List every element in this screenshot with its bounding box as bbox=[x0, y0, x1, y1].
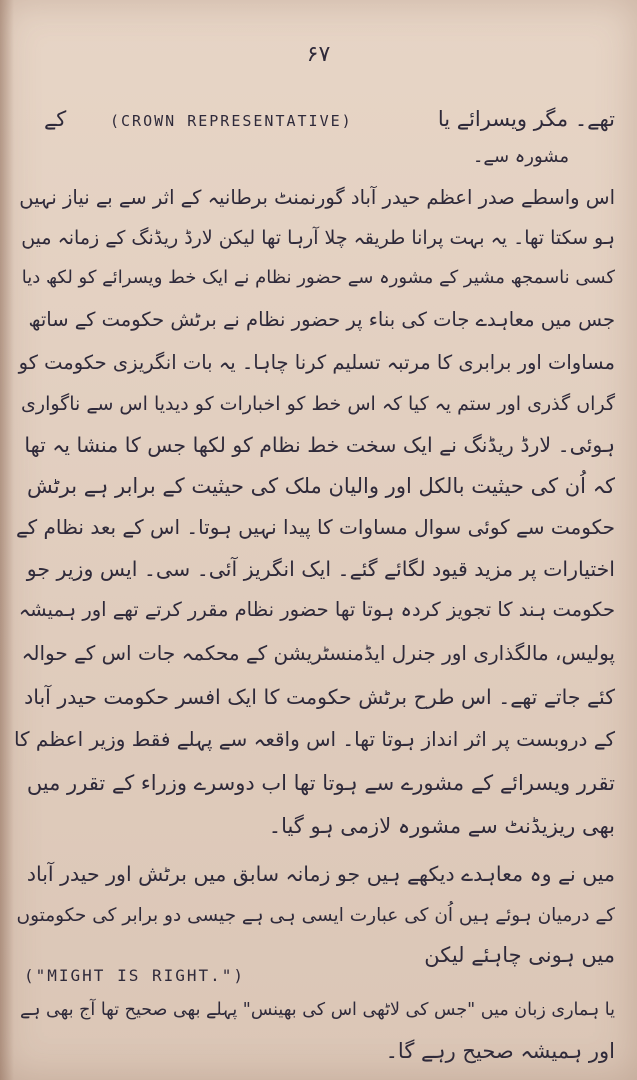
closing-line-1: یا ہماری زبان میں "جس کی لاٹھی اس کی بھینس" پہلے بھی صحیح تھا آج بھی ہے bbox=[19, 1000, 615, 1020]
text-line-20: میں ہونی چاہئے لیکن bbox=[424, 943, 615, 967]
text-line-9: کہ اُن کی حیثیت بالکل اور والیان ملک کی حیثیت کے برابر ہے برٹش bbox=[26, 474, 615, 498]
text-line-17: بھی ریزیڈنٹ سے مشورہ لازمی ہو گیا۔ bbox=[268, 814, 615, 838]
header-english-term: (CROWN REPRESENTATIVE) bbox=[110, 112, 353, 130]
page-number: ۶۷ bbox=[306, 42, 331, 67]
english-proverb: ("MIGHT IS RIGHT.") bbox=[24, 966, 246, 985]
text-line-3: ہو سکتا تھا۔ یہ بہت پرانا طریقہ چلا آرہا تھا لیکن لارڈ ریڈنگ کے زمانہ میں bbox=[21, 227, 615, 249]
header-word-right: تھے۔ مگر ویسرائے یا bbox=[437, 107, 615, 131]
text-line-12: حکومت ہند کا تجویز کردہ ہوتا تھا حضور نظام مقرر کرتے تھے اور ہمیشہ bbox=[18, 598, 615, 621]
closing-line-2: اور ہمیشہ صحیح رہے گا۔ bbox=[385, 1039, 615, 1063]
text-line-1: مشورہ سے۔ bbox=[472, 146, 569, 167]
text-line-11: اختیارات پر مزید قیود لگائے گئے۔ ایک انگریز آئی۔ سی۔ ایس وزیر جو bbox=[26, 557, 615, 581]
text-line-7: گراں گذری اور ستم یہ کیا کہ اس خط کو اخبارات کو دیدیا اس سے ناگواری bbox=[21, 393, 615, 415]
text-line-19: کے درمیان ہوئے ہیں اُن کی عبارت ایسی ہی ہے جیسی دو برابر کی حکومتوں bbox=[16, 905, 615, 926]
text-line-4: کسی ناسمجھ مشیر کے مشورہ سے حضور نظام نے ایک خط ویسرائے کو لکھ دیا bbox=[21, 267, 615, 288]
text-line-15: کے دروبست پر اثر انداز ہوتا تھا۔ اس واقعہ سے پہلے فقط وزیر اعظم کا bbox=[13, 727, 615, 751]
text-line-14: کئے جاتے تھے۔ اس طرح برٹش حکومت کا ایک افسر حکومت حیدر آباد bbox=[24, 685, 615, 709]
text-line-16: تقرر ویسرائے کے مشورے سے ہوتا تھا اب دوسرے وزراء کے تقرر میں bbox=[26, 771, 615, 795]
text-line-8: ہوئی۔ لارڈ ریڈنگ نے ایک سخت خط نظام کو لکھا جس کا منشا یہ تھا bbox=[24, 433, 615, 457]
page-edge-shadow bbox=[0, 0, 14, 1080]
text-line-18: میں نے وہ معاہدے دیکھے ہیں جو زمانہ سابق میں برٹش اور حیدر آباد bbox=[26, 862, 615, 886]
text-line-6: مساوات اور برابری کا مرتبہ تسلیم کرنا چاہا۔ یہ بات انگریزی حکومت کو bbox=[18, 351, 615, 374]
text-line-10: حکومت سے کوئی سوال مساوات کا پیدا نہیں ہوتا۔ اس کے بعد نظام کے bbox=[15, 515, 615, 539]
text-line-5: جس میں معاہدے جات کی بناء پر حضور نظام نے برٹش حکومت کے ساتھ bbox=[28, 308, 615, 331]
header-word-left: کے bbox=[44, 107, 67, 131]
text-line-2: اس واسطے صدر اعظم حیدر آباد گورنمنٹ برطانیہ کے اثر سے بے نیاز نہیں bbox=[19, 186, 615, 209]
text-line-13: پولیس، مالگذاری اور جنرل ایڈمنسٹریشن کے محکمہ جات اس کے حوالہ bbox=[21, 641, 615, 665]
